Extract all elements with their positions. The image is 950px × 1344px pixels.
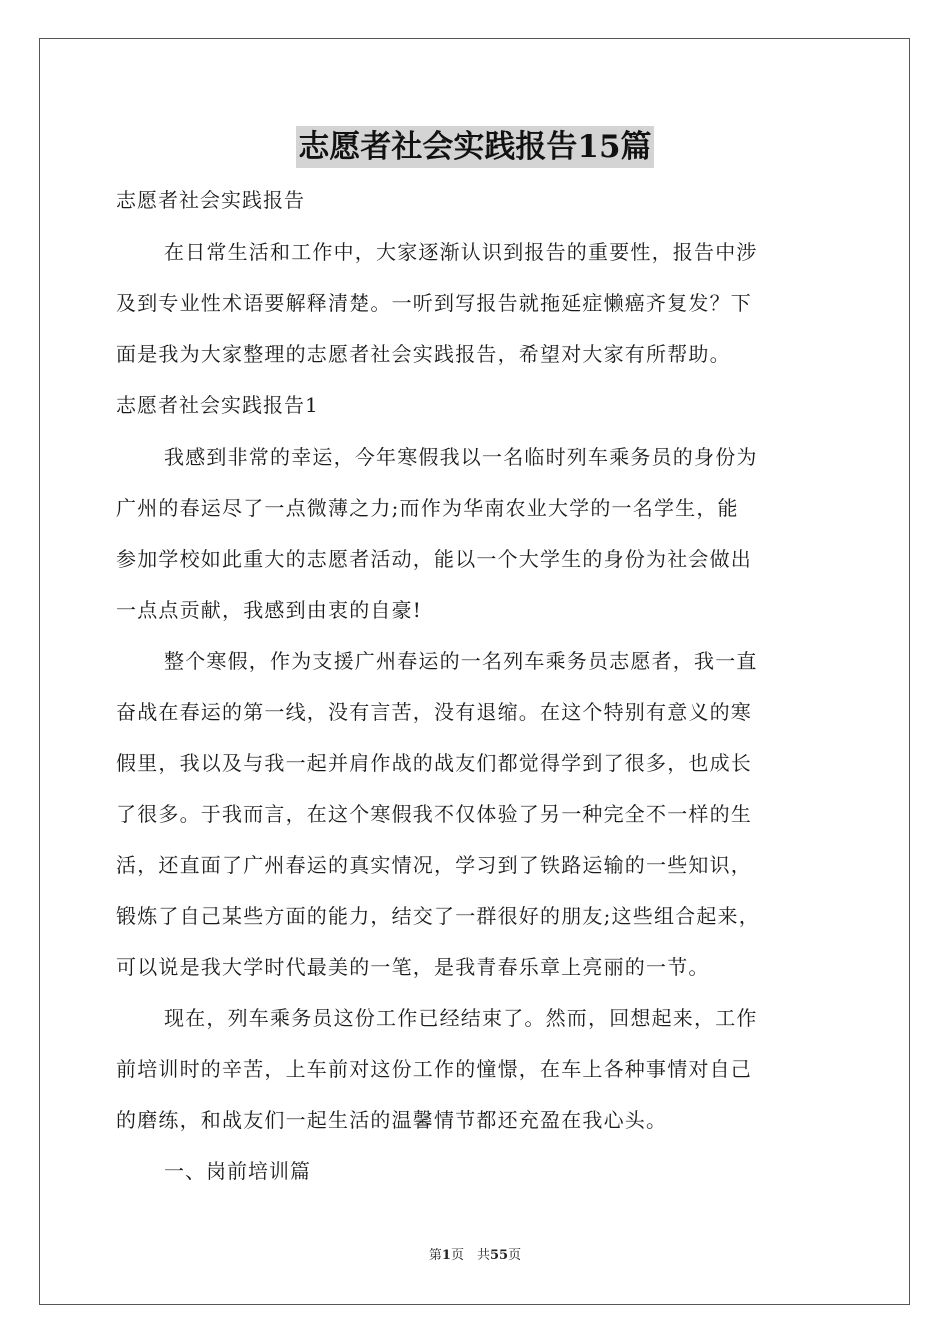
paragraph-line: 了很多。于我而言，在这个寒假我不仅体验了另一种完全不一样的生 <box>116 802 752 826</box>
footer-page-suffix: 页 <box>508 1248 522 1263</box>
paragraph-line: 广州的春运尽了一点微薄之力;而作为华南农业大学的一名学生，能 <box>116 496 739 520</box>
paragraph-line: 奋战在春运的第一线，没有言苦，没有退缩。在这个特别有意义的寒 <box>116 700 752 724</box>
paragraph-line: 可以说是我大学时代最美的一笔，是我青春乐章上亮丽的一节。 <box>116 955 710 979</box>
paragraph-line: 一点点贡献，我感到由衷的自豪! <box>116 598 423 622</box>
paragraph-2 <box>116 641 836 998</box>
paragraph-line: 前培训时的辛苦，上车前对这份工作的憧憬，在车上各种事情对自己 <box>116 1057 752 1081</box>
footer-page-current: 1 <box>441 1248 451 1263</box>
title-wrap <box>0 126 950 168</box>
paragraph-3 <box>116 998 836 1151</box>
section-heading: 志愿者社会实践报告1 <box>116 393 319 417</box>
paragraph-line: 锻炼了自己某些方面的能力，结交了一群很好的朋友;这些组合起来， <box>116 904 760 928</box>
paragraph-line: 整个寒假，作为支援广州春运的一名列车乘务员志愿者，我一直 <box>164 649 758 673</box>
intro-paragraph <box>116 232 836 385</box>
paragraph-line: 假里，我以及与我一起并肩作战的战友们都觉得学到了很多，也成长 <box>116 751 752 775</box>
intro-line: 面是我为大家整理的志愿者社会实践报告，希望对大家有所帮助。 <box>116 342 731 366</box>
paragraph-line: 参加学校如此重大的志愿者活动，能以一个大学生的身份为社会做出 <box>116 547 752 571</box>
document-body <box>116 180 836 1203</box>
footer-page-total: 55 <box>489 1248 509 1263</box>
subsection-heading: 一、岗前培训篇 <box>164 1159 311 1183</box>
document-subtitle: 志愿者社会实践报告 <box>116 188 305 212</box>
paragraph-line: 的磨练，和战友们一起生活的温馨情节都还充盈在我心头。 <box>116 1108 668 1132</box>
paragraph-line: 我感到非常的幸运，今年寒假我以一名临时列车乘务员的身份为 <box>164 445 758 469</box>
intro-line: 在日常生活和工作中，大家逐渐认识到报告的重要性，报告中涉 <box>164 240 758 264</box>
document-title: 志愿者社会实践报告15篇 <box>296 126 653 168</box>
paragraph-line: 活，还直面了广州春运的真实情况，学习到了铁路运输的一些知识， <box>116 853 752 877</box>
intro-line: 及到专业性术语要解释清楚。一听到写报告就拖延症懒癌齐复发？下 <box>116 291 752 315</box>
page-footer <box>0 1244 950 1263</box>
paragraph-line: 现在，列车乘务员这份工作已经结束了。然而，回想起来，工作 <box>164 1006 758 1030</box>
footer-page-mid: 页 共 <box>450 1248 490 1263</box>
footer-page-prefix: 第 <box>428 1248 442 1263</box>
paragraph-1 <box>116 437 836 641</box>
